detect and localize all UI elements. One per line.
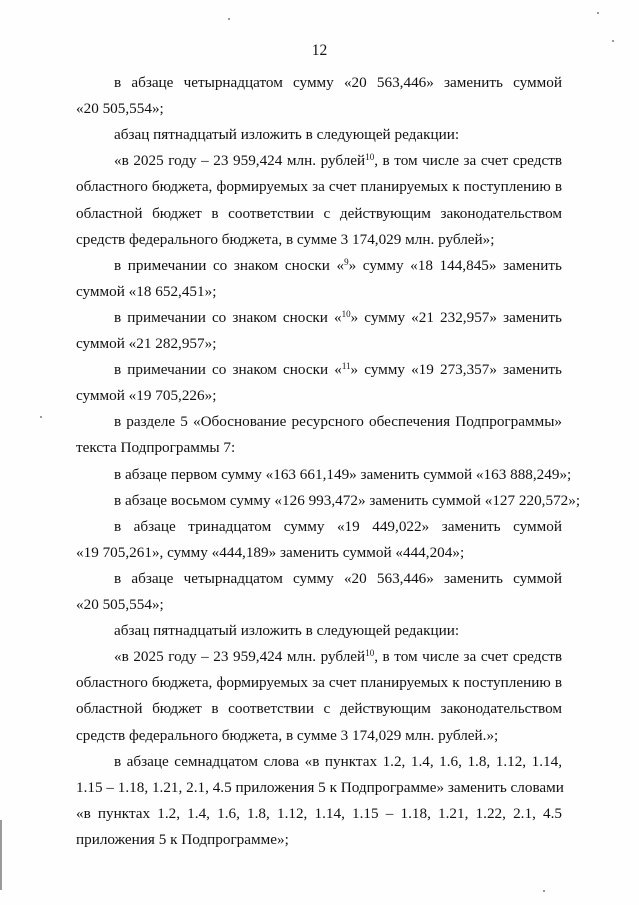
text-line: «20 505,554»; (76, 100, 164, 117)
text-line: в абзаце четырнадцатом сумму «20 563,446» заменить суммой (114, 74, 562, 91)
text-line: приложения 5 к Подпрограмме»; (76, 831, 289, 848)
text-line: в абзаце тринадцатом сумму «19 449,022» заменить суммой (114, 518, 562, 535)
scan-speck (543, 890, 545, 892)
text-line: средств федерального бюджета, в сумме 3 174,029 млн. рублей»; (76, 231, 495, 248)
text-line: суммой «19 705,226»; (76, 387, 217, 404)
text-line: «в 2025 году – 23 959,424 млн. рублей$^{10}$, в том числе за счет средств (114, 152, 562, 169)
text-line: суммой «21 282,957»; (76, 335, 217, 352)
text-line: в абзаце семнадцатом слова «в пунктах 1.2, 1.4, 1.6, 1.8, 1.12, 1.14, (114, 753, 562, 770)
text-line: абзац пятнадцатый изложить в следующей редакции: (114, 622, 460, 639)
text-line: областного бюджета, формируемых за счет планируемых к поступлению в (76, 178, 562, 195)
scan-speck (597, 12, 599, 14)
text-line: областной бюджет в соответствии с действующим законодательством (76, 700, 562, 717)
text-line: текста Подпрограммы 7: (76, 439, 236, 456)
text-line: в примечании со знаком сноски «$^{10}$» сумму «21 232,957» заменить (114, 309, 562, 326)
text-line: суммой «18 652,451»; (76, 283, 217, 300)
scan-edge-mark (0, 820, 2, 890)
text-line: в примечании со знаком сноски «$^9$» сумму «18 144,845» заменить (114, 257, 562, 274)
text-line: 1.15 – 1.18, 1.21, 2.1, 4.5 приложения 5 к Подпрограмме» заменить словами (76, 779, 564, 796)
text-line: областной бюджет в соответствии с действующим законодательством (76, 205, 562, 222)
text-line: «20 505,554»; (76, 596, 164, 613)
page-number: 12 (311, 42, 328, 59)
scan-speck (612, 40, 614, 42)
text-line: «в пунктах 1.2, 1.4, 1.6, 1.8, 1.12, 1.14, 1.15 – 1.18, 1.21, 1.22, 2.1, 4.5 (76, 805, 562, 822)
text-line: в абзаце четырнадцатом сумму «20 563,446» заменить суммой (114, 570, 562, 587)
scan-speck (228, 18, 230, 20)
text-line: в разделе 5 «Обоснование ресурсного обеспечения Подпрограммы» (114, 413, 562, 430)
text-line: абзац пятнадцатый изложить в следующей редакции: (114, 126, 460, 143)
text-line: в абзаце восьмом сумму «126 993,472» заменить суммой «127 220,572»; (114, 492, 581, 509)
text-line: «в 2025 году – 23 959,424 млн. рублей$^{10}$, в том числе за счет средств (114, 648, 562, 665)
text-line: «19 705,261», сумму «444,189» заменить суммой «444,204»; (76, 544, 465, 561)
text-line: в абзаце первом сумму «163 661,149» заменить суммой «163 888,249»; (114, 466, 572, 483)
text-line: средств федерального бюджета, в сумме 3 174,029 млн. рублей.»; (76, 727, 499, 744)
scan-speck (40, 416, 42, 418)
text-line: в примечании со знаком сноски «$^{11}$» сумму «19 273,357» заменить (114, 361, 562, 378)
text-line: областного бюджета, формируемых за счет планируемых к поступлению в (76, 674, 562, 691)
